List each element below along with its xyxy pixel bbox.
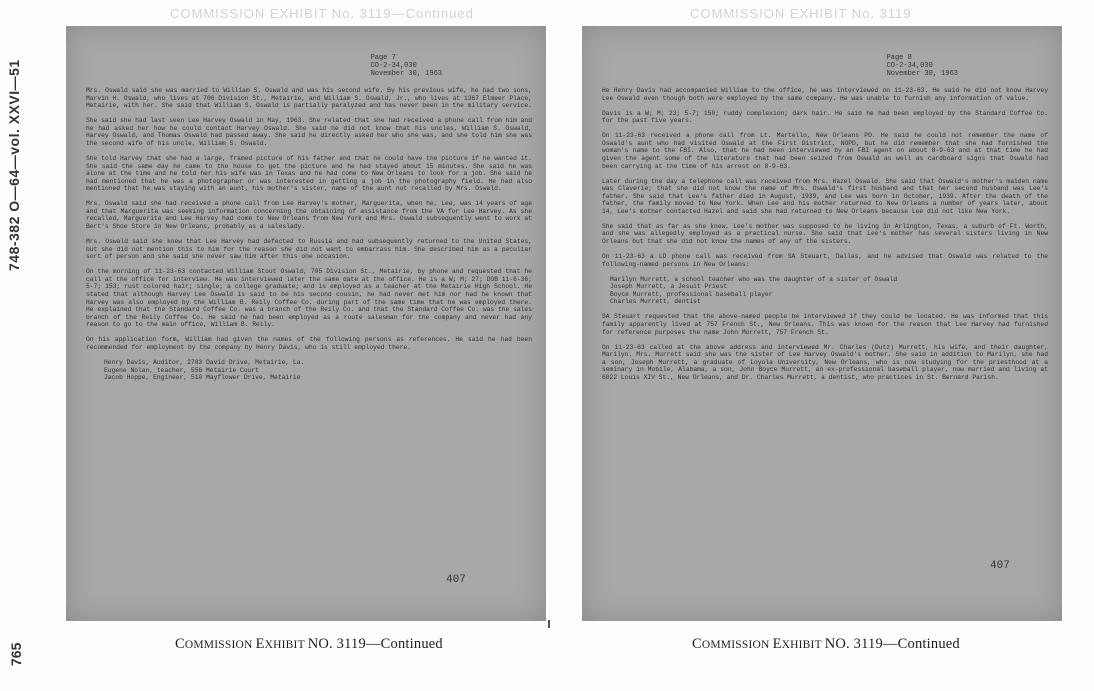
document-body-right [602,54,1048,389]
paragraph: SA Steuart requested that the above-named people be interviewed if they could be located. He was informed that this family apparently lived at 757 French St., New Orleans. This was known for the reason that Lee Harvey had furnished for reference purposes the name John Murrett, 757 French St. [602,313,1048,336]
header-file: CO-2-34,030 [886,62,933,70]
list-item: Joseph Murrett, a Jesuit Priest [610,283,728,291]
document-body-left [86,54,532,389]
paragraph: On 11-23-63 received a phone call from Lt. Martello, New Orleans PD. He said he could not remember the name of Oswald's aunt who had visited Oswald at the First District, NOPD, but he did remember that she had furnished the woman's name to the FBI. Also, that he had been interviewed by an FBI agent on about 8-9-63 and at that time he had given the agent some of the literature that had been seized from Oswald as well as cardboard signs that Oswald had been carrying at the time of his arrest on 8-9-63. [602,132,1048,170]
paragraph: On 11-23-63 a LD phone call was received from SA Steuart, Dallas, and he advised that Oswald was related to the following-named persons in New Orleans: [602,253,1048,268]
header-date: November 30, 1963 [886,70,958,78]
paragraph: Davis is a W; M; 23; 5-7; 150; ruddy complexion; dark hair. He said he had been employed by the Standard Coffee Co. for the past five years. [602,109,1048,125]
paragraph: He Henry Davis had accompanied William to the office, he was interviewed on 11-23-63. He said he did not know Harvey Lee Oswald even though both were employed by the same company. He was unable to furnish any information of value. [602,87,1048,102]
relatives-list [602,276,1048,306]
page-stamp: 407 [446,574,466,586]
paragraph: She said she had last seen Lee Harvey Oswald in May, 1963. She related that she had received a phone call from him and he had asked her how he could contact Harvey Oswald. She said he did not know that his uncles, William S. Oswald, Harvey Oswald, and Thomas Oswald had passed away. She said he directly asked her who she was, and she told him she was the second wife of his uncle, William S. Oswald. [86,117,532,147]
list-item: Jacob Hoppe, Engineer, 510 Mayflower Drive, Metairie [104,374,301,382]
references-list [86,359,532,382]
header-page: Page 8 [886,54,912,62]
document-page-left [66,26,546,621]
paragraph: Mrs. Oswald said she knew that Lee Harvey had defected to Russia and had subsequently returned to the United States, but she did not mention this to him for the reason she did not want to embarrass him. She described him as a peculiar sort of person and she said she never saw him after this one occasion. [86,238,532,261]
paragraph: She said that as far as she knew, Lee's mother was supposed to be living in Arlington, Texas, a suburb of Ft. Worth, and she was allegedly employed as a practical nurse. She said that Lee's mother has several sisters living in New Orleans but that she did not know the names of any of the sisters. [602,222,1048,246]
volume-margin-label: 748-382 O—64—vol. XXVI—51 [6,59,22,271]
paragraph: She told Harvey that she had a large, framed picture of his father and that he could have the picture if he wanted it. She said the same day he came to the house to get the picture and he had stayed about 15 minutes. She said he was alone at the time and he told her his wife was in Texas and he had come to New Orleans to look for a job. She said he had mentioned that he was a photographer or was interested in getting a job in the photography field. He had also mentioned that he was staying with an aunt, his mother's sister, name of the aunt not recalled by Mrs. Oswald. [86,154,532,193]
paragraph: On the morning of 11-23-63 contacted William Stout Oswald, 705 Division St., Metairie, by phone and requested that he call at the office for interview. He was interviewed later the same date at the office. He is a W; M; 27; DOB 11-6-36; 5-7; 153; rust colored hair; single; a college graduate; and is employed as a teacher at the Metairie High School. He stated that although Harvey Lee Oswald is said to be his second cousin, he had never met him nor had he known that Harvey was also employed by the William B. Reily Coffee Co. during part of the same time that he was employed there. He explained that the Standard Coffee Co. was a branch of the Reily Co. and that the Standard Coffee Co. was the sales branch of the Reily Coffee Co. He said he had been employed as a route salesman for the company and never had any reason to go to the main office, William B. Reily. [86,268,532,329]
paragraph: Later during the day a telephone call was received from Mrs. Hazel Oswald. She said that Oswald's mother's maiden name was Claverie; that she did not know the name of Mrs. Oswald's first husband and that her second husband was Lee's father. She said that Lee's father died in August, 1939, and Lee was born in October, 1939. After the death of the father, the family moved to New York. When Lee and his mother returned to New Orleans a number of years later, about 14, Lee's mother contacted Hazel and said she had returned to New Orleans because Lee did not like New York. [602,177,1048,215]
list-item: Eugene Nolan, teacher, 556 Metairie Court [104,366,259,374]
paragraph: Mrs. Oswald said she was married to William S. Oswald and was his second wife. By his previous wife, he had two sons, Marvin H. Oswald, who lives at 706 Division St., Metairie, and William S. Oswald, Jr., who lives at 1367 Elmeer Place, Metairie, with her. She said that William S. Oswald is partially paralyzed and has never been in the military service. [86,87,532,110]
document-page-right [582,26,1062,621]
paragraph: Mrs. Oswald said she had received a phone call from Lee Harvey's mother, Marguerita, when he, Lee, was 14 years of age and that Marguerita was seeking information concerning the obtaining of assistance from the VA for Lee Harvey. As she recalled, Marguerita and Lee Harvey had come to New Orleans from New York and Mrs. Oswald subsequently went to work at Bert's Shoe Store in New Orleans, probably as a saleslady. [86,200,532,231]
header-page: Page 7 [370,54,396,62]
bleed-through-text-left: COMMISSION EXHIBIT No. 3119—Continued [170,6,474,21]
crop-mark [548,620,550,628]
list-item: Marilyn Murrett, a school teacher who was the daughter of a sister of Oswald [610,275,898,283]
list-item: Charles Murrett, dentist [610,298,701,306]
list-item: Boyce Murrett, professional baseball player [610,290,773,298]
paragraph: On 11-23-63 called at the above address and interviewed Mr. Charles (Dutz) Murrett, his wife, and their daughter, Marilyn. Mrs. Murrett said she was the sister of Lee Harvey Oswald's mother. She said in addition to Marilyn, she had a son, Joseph Murrett, a graduate of Loyola University, New Orleans, who is now studying for the priesthood at a seminary in Mobile, Alabama, a son, John Boyce Murrett, an ex-professional baseball player, now married and living at 6022 Louis XIV St., New Orleans, and Dr. Charles Murrett, a dentist, who practices in St. Bernard Parish. [602,343,1048,381]
page-stamp: 407 [990,560,1010,572]
page-header-left [86,54,442,78]
header-file: CO-2-34,030 [370,62,417,70]
bleed-through-text-right: COMMISSION EXHIBIT No. 3119 [690,6,912,21]
exhibit-caption-left: COMMISSION EXHIBIT NO. 3119—Continued [175,636,443,652]
page-header-right [602,54,958,78]
header-date: November 30, 1963 [370,70,442,78]
paragraph: On his application form, William had given the names of the following persons as references. He said he had been recommended for employment by the company by Henry Davis, who is still employed there. [86,336,532,351]
margin-page-number: 765 [8,642,24,666]
exhibit-caption-right: COMMISSION EXHIBIT NO. 3119—Continued [692,636,960,652]
list-item: Henry Davis, Auditor, 2783 David Drive, Metairie, La. [104,358,305,366]
